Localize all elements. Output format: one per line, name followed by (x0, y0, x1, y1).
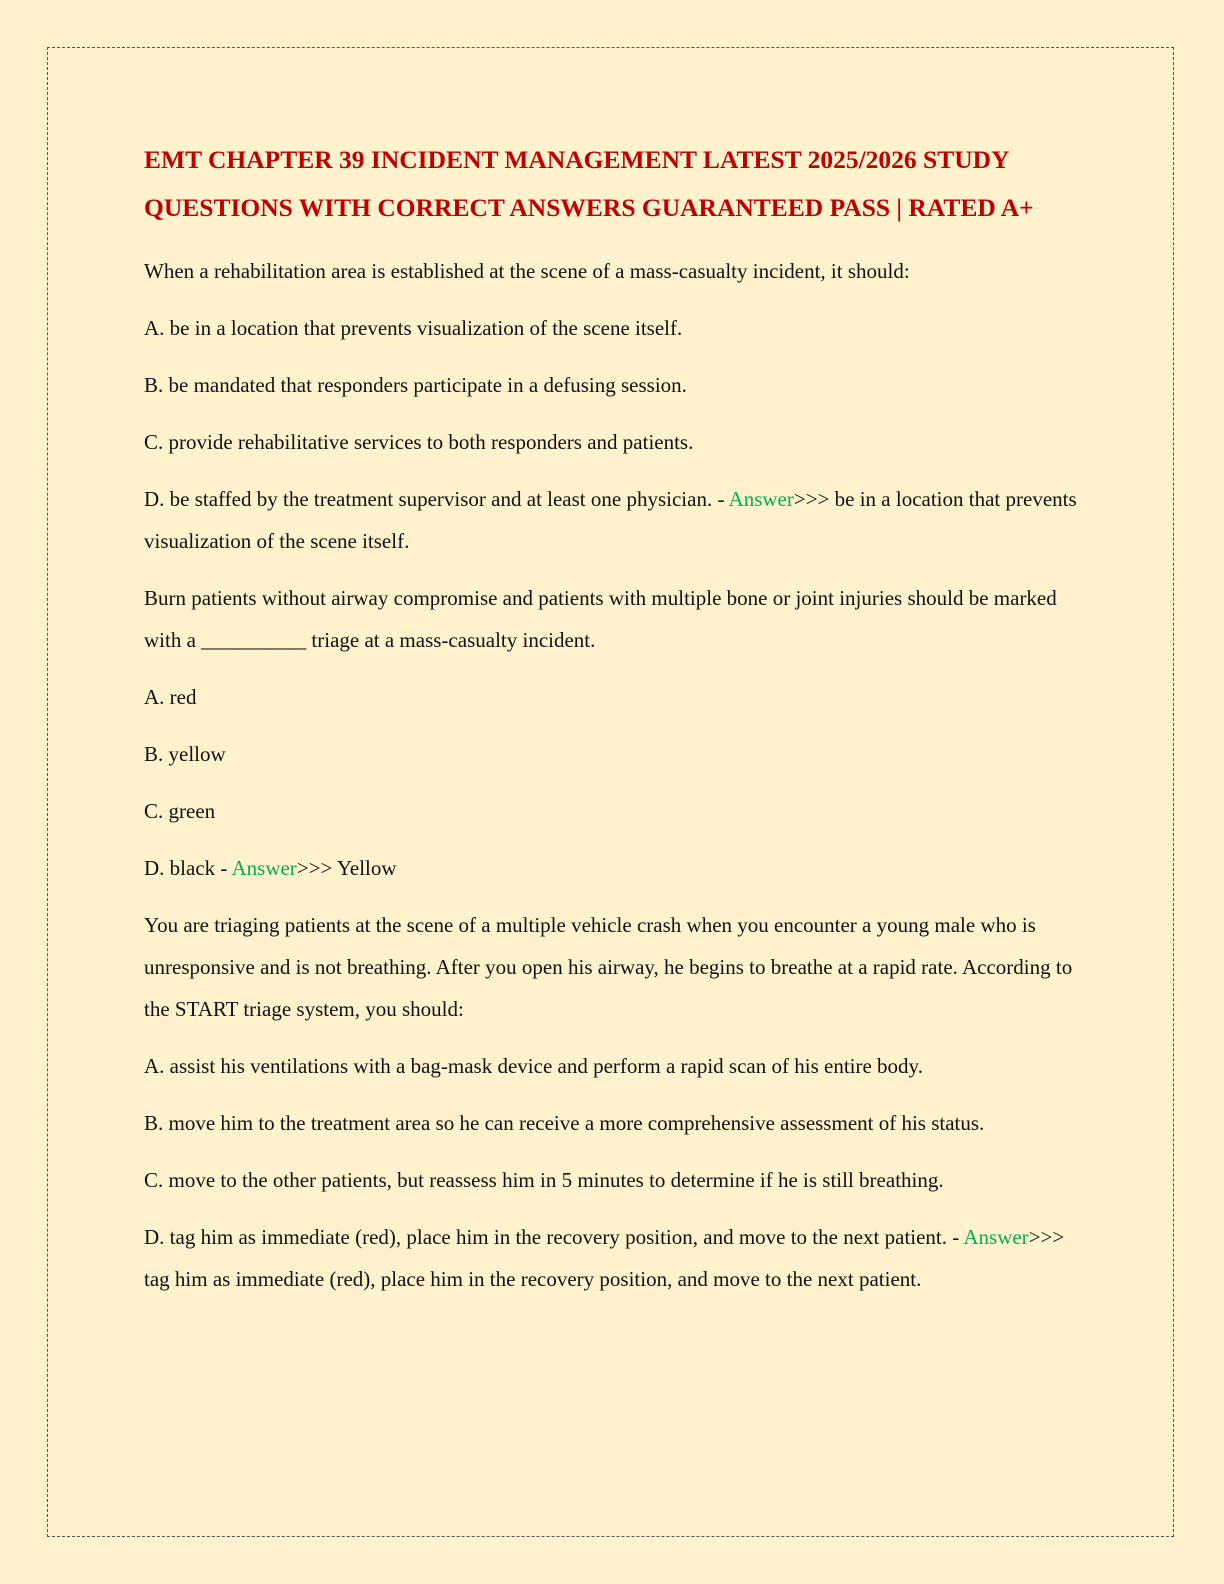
answer-label: Answer (728, 487, 794, 511)
answer-text: >>> tag him as immediate (red), place him in the recovery position, and move to the next patient. (144, 1225, 1065, 1291)
option-a: A. assist his ventilations with a bag-mask device and perform a rapid scan of his entire body. (144, 1054, 923, 1078)
question-text: When a rehabilitation area is established at the scene of a mass-casualty incident, it should: (144, 259, 910, 283)
document-title: EMT CHAPTER 39 INCIDENT MANAGEMENT LATEST 2025/2026 STUDY QUESTIONS WITH CORRECT ANSWERS GUARANTEED PASS | RATED A+ (144, 145, 1034, 222)
option-c: C. move to the other patients, but reassess him in 5 minutes to determine if he is still breathing. (144, 1168, 944, 1192)
option-d-with-answer (144, 478, 1089, 562)
question-1 (144, 250, 1089, 562)
question-text: Burn patients without airway compromise and patients with multiple bone or joint injuries should be marked with a __________ triage at a mass-casualty incident. (144, 586, 1057, 652)
option-b: B. yellow (144, 742, 226, 766)
option-d-with-answer (144, 847, 1089, 889)
question-text: You are triaging patients at the scene of a multiple vehicle crash when you encounter a young male who is unresponsive and is not breathing. After you open his airway, he begins to breathe at a rapid rate. According to the START triage system, you should: (144, 913, 1073, 1021)
answer-text: >>> be in a location that prevents visualization of the scene itself. (144, 487, 1077, 553)
answer-label: Answer (963, 1225, 1029, 1249)
question-3 (144, 904, 1089, 1300)
option-b: B. move him to the treatment area so he can receive a more comprehensive assessment of his status. (144, 1111, 985, 1135)
answer-text: >>> Yellow (296, 856, 397, 880)
option-d-with-answer (144, 1216, 1089, 1300)
answer-label: Answer (231, 856, 297, 880)
option-d: D. tag him as immediate (red), place him in the recovery position, and move to the next patient. - (144, 1225, 964, 1249)
question-2 (144, 577, 1089, 889)
option-c: C. provide rehabilitative services to both responders and patients. (144, 430, 694, 454)
document-body (144, 136, 1089, 1315)
option-d: D. be staffed by the treatment supervisor and at least one physician. - (144, 487, 729, 511)
option-b: B. be mandated that responders participate in a defusing session. (144, 373, 687, 397)
option-a: A. be in a location that prevents visualization of the scene itself. (144, 316, 683, 340)
option-c: C. green (144, 799, 216, 823)
option-a: A. red (144, 685, 197, 709)
option-d: D. black - (144, 856, 232, 880)
